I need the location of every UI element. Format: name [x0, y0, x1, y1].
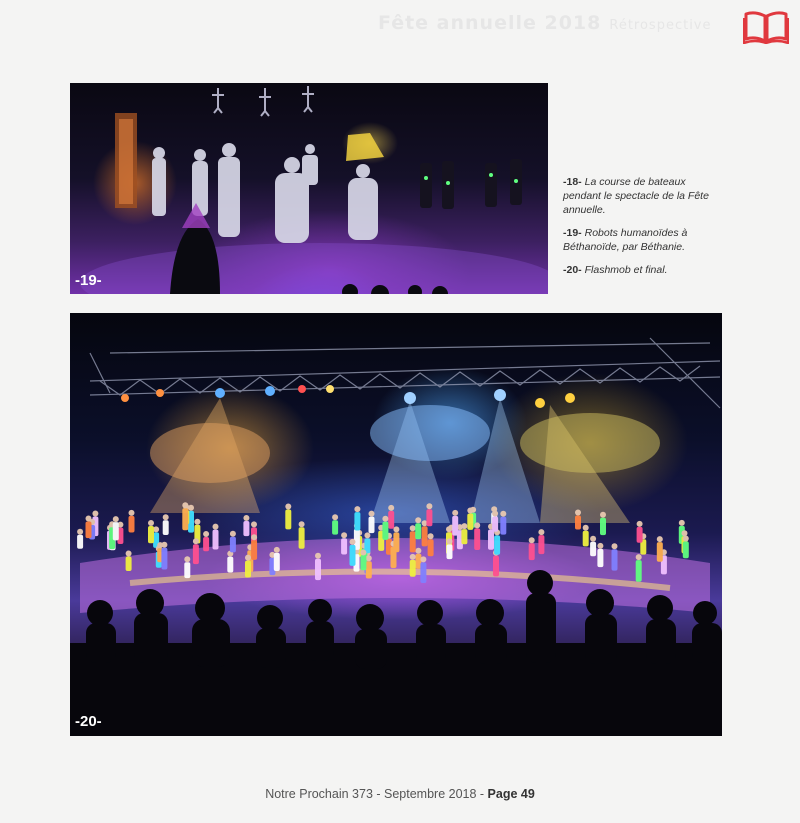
caption-19-number: -19- — [563, 227, 582, 239]
caption-20 — [563, 263, 713, 277]
footer-text: Notre Prochain 373 - Septembre 2018 - — [265, 787, 488, 801]
photo-label-20: -20- — [75, 713, 102, 730]
caption-block — [563, 175, 713, 286]
caption-19 — [563, 226, 713, 254]
caption-20-text: Flashmob et final. — [584, 264, 668, 276]
open-book-icon — [743, 10, 789, 44]
caption-18 — [563, 175, 713, 217]
photo-robots-stage — [70, 83, 548, 294]
photo-flashmob-finale — [70, 313, 722, 736]
photo-label-19: -19- — [75, 272, 102, 289]
running-header — [360, 10, 740, 40]
header-subtitle: Rétrospective — [609, 18, 712, 33]
caption-20-number: -20- — [563, 264, 582, 276]
page-footer — [0, 787, 800, 801]
caption-18-number: -18- — [563, 176, 582, 188]
header-title-text: Fête annuelle 2018 — [378, 12, 602, 34]
robots-scene — [70, 83, 548, 294]
flashmob-scene — [70, 313, 722, 736]
page-number: Page 49 — [487, 787, 535, 801]
caption-19-text: Robots humanoïdes à Béthanoïde, par Béthanie. — [563, 227, 688, 253]
header-title — [378, 12, 712, 34]
caption-18-text: La course de bateaux pendant le spectacle de la Fête annuelle. — [563, 176, 709, 216]
